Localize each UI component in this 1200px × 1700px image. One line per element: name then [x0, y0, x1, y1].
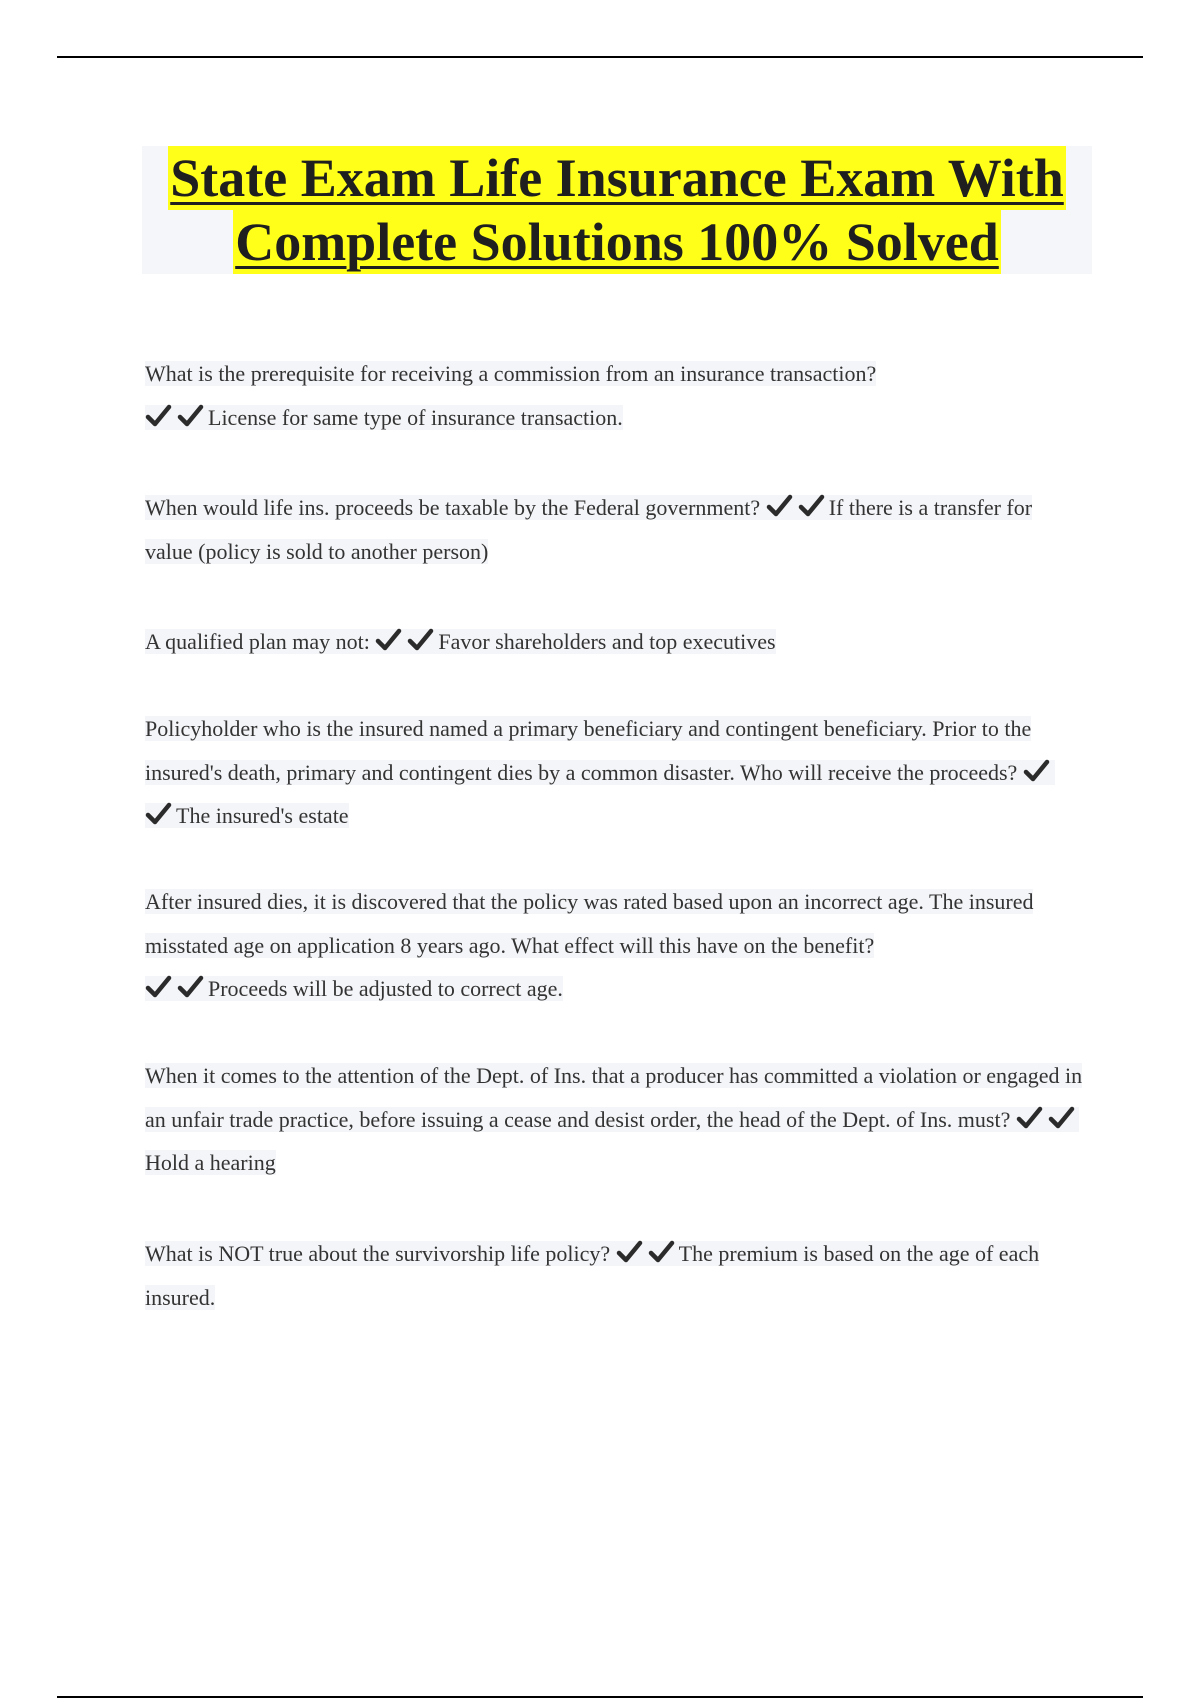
check-icon: [145, 404, 173, 428]
answer-text: Hold a hearing: [145, 1150, 276, 1175]
answer-text: License for same type of insurance transaction.: [208, 404, 623, 430]
question-text: After insured dies, it is discovered that the policy was rated based upon an incorrect age. The insured misstated age on application 8 years ago. What effect will this have on the benefit?: [145, 889, 1034, 958]
qa-item-4: [145, 707, 1085, 838]
question-text: A qualified plan may not:: [145, 629, 370, 654]
check-icon: [177, 404, 205, 428]
question-text: When it comes to the attention of the Dept. of Ins. that a producer has committed a violation or engaged in an unfair trade practice, before issuing a cease and desist order, the head of the Dept. of Ins. must?: [145, 1063, 1083, 1132]
bottom-rule: [57, 1696, 1143, 1698]
title-line-1: State Exam Life Insurance Exam With: [170, 148, 1064, 208]
qa-item-5: [145, 880, 1085, 1011]
qa-item-7: [145, 1232, 1085, 1319]
check-icon: [1048, 1106, 1076, 1130]
qa-item-3: [145, 620, 1085, 664]
document-title: [142, 146, 1092, 274]
check-icon: [616, 1240, 644, 1264]
qa-item-6: [145, 1054, 1085, 1185]
answer-text: The premium is based on the age of each insured.: [145, 1241, 1040, 1310]
check-icon: [145, 975, 173, 999]
qa-item-1: [145, 352, 1085, 439]
question-text: When would life ins. proceeds be taxable by the Federal government?: [145, 495, 761, 520]
question-text: Policyholder who is the insured named a primary beneficiary and contingent beneficiary. Prior to the insured's death, primary and contingent dies by a common disaster. Who will receive the proceeds?: [145, 716, 1032, 785]
answer-text: Proceeds will be adjusted to correct age.: [208, 976, 563, 1001]
check-icon: [177, 975, 205, 999]
title-line-2: Complete Solutions 100% Solved: [235, 212, 999, 272]
answer-text: Favor shareholders and top executives: [438, 629, 776, 654]
answer-text: If there is a transfer for value (policy is sold to another person): [145, 495, 1033, 564]
check-icon: [145, 802, 173, 826]
check-icon: [798, 494, 826, 518]
check-icon: [648, 1240, 676, 1264]
check-icon: [766, 494, 794, 518]
question-text: What is the prerequisite for receiving a commission from an insurance transaction?: [145, 361, 877, 386]
answer-text: The insured's estate: [176, 803, 349, 828]
check-icon: [407, 628, 435, 652]
question-text: What is NOT true about the survivorship life policy?: [145, 1241, 611, 1266]
check-icon: [1016, 1106, 1044, 1130]
check-icon: [375, 628, 403, 652]
top-rule: [57, 56, 1143, 58]
qa-item-2: [145, 486, 1085, 573]
check-icon: [1023, 759, 1051, 783]
